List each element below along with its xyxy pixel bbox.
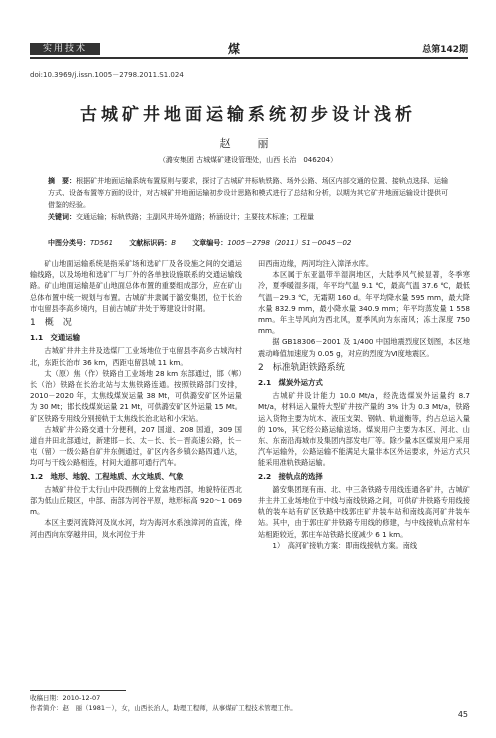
doi: doi:10.3969/j.issn.1005－2798.2011.S1.024	[30, 71, 184, 79]
list-item: 1） 高河矿接轨方案：即南线接轨方案。南线	[272, 540, 418, 550]
header-rule	[30, 57, 468, 59]
author-bio: 作者简介：赵 丽（1981－），女，山西长治人，助理工程师，从事煤矿工程技术管理工作。	[30, 704, 297, 712]
paragraph: 本区属于东亚温带半湿润地区，大陆季风气候显著，冬季寒冷，夏季暖湿多雨，年平均气温 9.1 ℃，最高气温 37.6 ℃，最低气温－29.3 ℃，无霜期 160 d。年平均降水量 595 mm，最大降水量 832.9 mm，最小降水量 340.9 mm；年平均蒸发量 1 558 mm。年主导风向为西北风，夏季风向为东南风；冻土深度 750 mm。	[258, 270, 470, 336]
footnote-rule	[30, 690, 126, 691]
page-header	[0, 0, 496, 56]
doc-code: B	[171, 239, 177, 247]
journal-logo: 煤	[228, 42, 241, 56]
paragraph: 潞安集团现有南、北、中三条铁路专用线连通各矿井，古城矿井主井工业场地位于中线与南线铁路之间，可供矿井铁路专用线接轨的装车站有矿区铁路中线郭庄矿井装车站和南线高河矿井装车站。其中，由于郭庄矿井铁路专用线的修建，与中线接轨点常村车站相距较近，郭庄车站铁路长度减少 6 1 km。	[258, 484, 470, 539]
paragraph: 太（原）焦（作）铁路自工业场地 28 km 东部通过，邯（郸）长（治）铁路在长治北站与太焦铁路连通。按照铁路部门安排，2010－2020 年，太焦线煤炭运量 38 Mt，可供潞安矿区外运量为 30 Mt；邯长线煤炭运量 21 Mt，可供潞安矿区外运量 15 Mt。矿区铁路专用线分别接轨于太焦线长治北站和小宋站。	[30, 368, 242, 423]
abstract-label: 摘 要：	[48, 177, 77, 185]
subsection-heading: 2.1 煤炭外运方式	[258, 378, 323, 388]
article-no-label: 文章编号：	[192, 239, 228, 247]
right-column	[258, 258, 470, 551]
page-number: 45	[457, 710, 468, 719]
issue-number: 总第142期	[422, 45, 468, 55]
received-date: 收稿日期：2010-12-07	[30, 694, 101, 702]
section-heading: 2 标准轨距铁路系统	[258, 362, 345, 373]
paragraph: 古城矿井位于太行山中段西侧的上党盆地西部，地貌特征西北部为低山丘陵区，中部、南部为河谷平原，地形标高 920～1 069 m。	[30, 484, 242, 517]
paragraph: 古城矿井井主井及选煤厂工业场地位于屯留县李高乡古城沟村北，东距长治市 36 km，西距屯留县城 11 km。	[30, 346, 242, 367]
clc-label: 中图分类号：	[48, 239, 90, 247]
affiliation: （潞安集团 古城煤矿建设管理处，山西 长治 046204）	[158, 156, 338, 164]
paper-title: 古城矿井地面运输系统初步设计浅析	[80, 105, 416, 125]
paragraph: 据 GB18306－2001 及 1/400 中国地震烈度区划图，本区地震动峰值加速度为 0.05 g，对应的烈度为Ⅵ度地震区。	[258, 337, 470, 358]
keywords-label: 关键词：	[48, 213, 76, 221]
section-tag: 实用技术	[30, 43, 100, 55]
abstract	[48, 175, 448, 223]
subsection-heading: 1.2 地形、地貌、工程地质、水文地质、气象	[30, 471, 184, 481]
article-no: 1005－2798（2011）S1－0045－02	[227, 239, 352, 247]
paragraph: 田西南边缘，两河均注入漳泽水库。	[258, 259, 374, 268]
author: 赵 丽	[219, 137, 277, 150]
paragraph: 本区主要河流降河及岚水河，均为海河水系浊漳河的直流，绛河由西向东穿越井田，岚水河位于井	[30, 518, 242, 539]
body-columns	[30, 258, 470, 690]
subsection-heading: 1.1 交通运输	[30, 333, 81, 343]
classification-line	[48, 238, 365, 248]
section-heading: 1 概 况	[30, 318, 72, 329]
intro-paragraph: 矿山地面运输系统是指采矿场和选矿厂及各设施之间的交通运输线路，以及场地和选矿厂与厂外的各单独设施联系的交通运输线路。矿山地面运输是矿山地面总体布置的重要组成部分，应在矿山总体布置中统一规划与布置。古城矿井隶属于潞安集团，位于长治市屯留县李高乡境内，目前古城矿井处于筹建设计时期。	[30, 259, 242, 313]
subsection-heading: 2.2 接轨点的选择	[258, 471, 323, 481]
keywords: 交通运输；标轨铁路；主副风井场外道路；桥涵设计；主要技术标准；工程量	[76, 213, 314, 221]
left-column	[30, 258, 242, 540]
clc-code: TD561	[90, 239, 114, 247]
doc-code-label: 文献标识码：	[129, 239, 172, 247]
footnote	[30, 693, 297, 713]
paragraph: 古城矿井设计能力 10.0 Mt/a，经洗选煤炭外运量约 8.7 Mt/a，材料运入量特大型矿井按产量的 3% 计为 0.3 Mt/a，铁路运入货物主要为坑木、液压支架、钢轨、轨道衡等，约占总运入量的 10%，其它经公路运输送场。煤炭用户主要为本区、河北、山东、东南沿海城市及集团内部发电厂等。除少量本区煤炭用户采用汽车运输外，公路运输不能满足大量非本区外运要求，外运方式只能采用准轨铁路运输。	[258, 391, 470, 468]
abstract-text: 根据矿井地面运输系统布置原则与要求，探讨了古城矿井标轨铁路、场外公路、场区内部交通的位置、接轨点选择、运输方式、设备布置等方面的设计，对古城矿井地面运输初步设计思路和模式进行了总结和分析，以期为其它矿井地面运输设计提供可借鉴的经验。	[48, 177, 449, 209]
paragraph: 古城矿井公路交通十分便利，207 国道、208 国道，309 国道自井田北部通过，新建邯－长、太－长、长－晋高速公路，长－屯（留）一级公路自矿井东侧通过，矿区内各乡镇公路四通八达，均可与干线公路相连，村间大道都可通行汽车。	[30, 424, 242, 468]
